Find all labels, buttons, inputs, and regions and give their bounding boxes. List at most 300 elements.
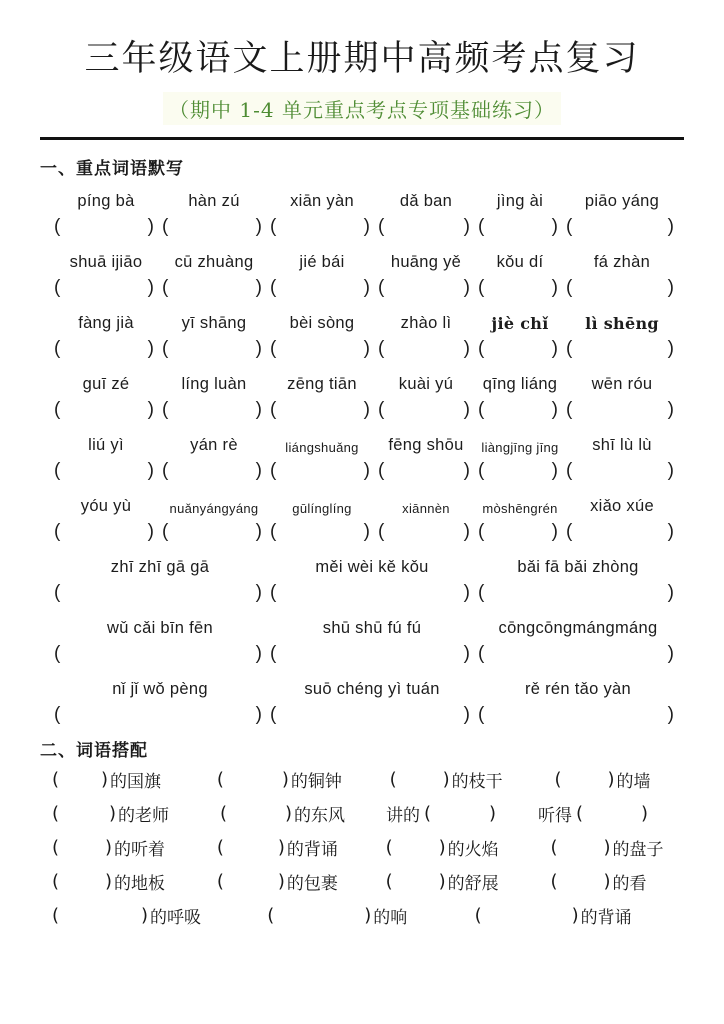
paren-close: ) bbox=[438, 837, 446, 859]
paren-close: ) bbox=[667, 520, 674, 542]
answer-blank[interactable] bbox=[158, 461, 266, 480]
collocation-blank[interactable] bbox=[217, 837, 285, 858]
collocation-item bbox=[390, 767, 555, 792]
pinyin-cell: měi wèi kě kǒu bbox=[315, 557, 429, 576]
paren-open: ( bbox=[52, 769, 60, 791]
paren-open: ( bbox=[162, 337, 169, 359]
paren-close: ) bbox=[255, 398, 262, 420]
collocation-word: 的响 bbox=[373, 908, 408, 929]
collocation-word: 的老师 bbox=[118, 806, 169, 827]
collocation-row bbox=[40, 831, 684, 865]
paren-open: ( bbox=[478, 337, 485, 359]
answer-blank[interactable] bbox=[266, 400, 374, 419]
answer-blank[interactable] bbox=[474, 400, 562, 419]
answer-blank-row bbox=[40, 455, 684, 486]
collocation-blank[interactable] bbox=[52, 803, 116, 824]
pinyin-row bbox=[40, 486, 684, 516]
collocation-word: 听得 bbox=[538, 806, 572, 827]
paren-close: ) bbox=[667, 642, 674, 664]
paren-close: ) bbox=[255, 703, 262, 725]
paren-close: ) bbox=[147, 337, 154, 359]
collocation-blank[interactable] bbox=[551, 871, 611, 892]
collocation-item bbox=[52, 767, 217, 792]
paren-open: ( bbox=[554, 769, 562, 791]
paren-open: ( bbox=[162, 459, 169, 481]
collocation-word: 的地板 bbox=[114, 874, 165, 895]
header-divider bbox=[40, 137, 684, 140]
answer-blank[interactable] bbox=[158, 278, 266, 297]
pinyin-cell: qīng liáng bbox=[482, 374, 558, 393]
paren-close: ) bbox=[463, 520, 470, 542]
paren-close: ) bbox=[463, 398, 470, 420]
page-subtitle: （期中 1-4 单元重点考点专项基础练习） bbox=[163, 92, 561, 125]
pinyin-cell: rě rén tǎo yàn bbox=[524, 679, 631, 698]
answer-blank[interactable] bbox=[374, 217, 474, 236]
pinyin-cell: gūlínglíng bbox=[292, 500, 352, 516]
collocation-word: 的铜钟 bbox=[290, 772, 342, 793]
answer-blank[interactable] bbox=[50, 217, 158, 236]
pinyin-cell: xiān yàn bbox=[290, 191, 354, 210]
answer-blank[interactable] bbox=[50, 339, 158, 358]
paren-open: ( bbox=[478, 703, 485, 725]
paren-open: ( bbox=[566, 459, 573, 481]
paren-open: ( bbox=[216, 871, 224, 893]
pinyin-cell: suō chéng yì tuán bbox=[304, 679, 440, 698]
answer-blank-row bbox=[40, 516, 684, 547]
pinyin-cell: shū shū fú fú bbox=[322, 618, 422, 637]
collocation-row bbox=[40, 899, 684, 933]
paren-open: ( bbox=[52, 905, 60, 927]
paren-open: ( bbox=[566, 398, 573, 420]
collocation-item bbox=[551, 869, 684, 894]
paren-open: ( bbox=[54, 642, 61, 664]
collocation-word: 的火焰 bbox=[447, 840, 499, 861]
paren-open: ( bbox=[54, 703, 61, 725]
collocation-blank[interactable] bbox=[220, 803, 292, 824]
collocation-item bbox=[217, 767, 390, 792]
paren-open: ( bbox=[270, 276, 277, 298]
answer-blank[interactable] bbox=[50, 461, 158, 480]
paren-close: ) bbox=[667, 398, 674, 420]
paren-open: ( bbox=[54, 215, 61, 237]
pinyin-cell: shuā ijiāo bbox=[69, 252, 143, 271]
paren-close: ) bbox=[100, 769, 108, 791]
paren-open: ( bbox=[566, 520, 573, 542]
pinyin-row bbox=[40, 364, 684, 394]
answer-blank[interactable] bbox=[374, 278, 474, 297]
collocation-item bbox=[217, 835, 386, 860]
collocation-word: 的背诵 bbox=[286, 840, 338, 861]
pinyin-row bbox=[40, 242, 684, 272]
answer-blank[interactable] bbox=[474, 461, 562, 480]
paren-close: ) bbox=[108, 803, 116, 825]
paren-open: ( bbox=[162, 520, 169, 542]
paren-close: ) bbox=[255, 215, 262, 237]
pinyin-row bbox=[40, 303, 684, 333]
collocation-word: 的盘子 bbox=[612, 840, 664, 861]
paren-open: ( bbox=[478, 398, 485, 420]
collocation-blank[interactable] bbox=[386, 837, 446, 858]
answer-blank[interactable] bbox=[474, 339, 562, 358]
paren-open: ( bbox=[378, 276, 385, 298]
paren-open: ( bbox=[478, 642, 485, 664]
paren-open: ( bbox=[162, 276, 169, 298]
paren-open: ( bbox=[162, 398, 169, 420]
paren-close: ) bbox=[640, 803, 648, 825]
collocation-blank[interactable] bbox=[576, 803, 648, 824]
paren-close: ) bbox=[442, 769, 450, 791]
pinyin-cell: kuài yú bbox=[398, 374, 454, 393]
paren-open: ( bbox=[270, 337, 277, 359]
answer-blank[interactable] bbox=[474, 583, 678, 602]
paren-open: ( bbox=[270, 520, 277, 542]
collocation-word: 的包裹 bbox=[286, 874, 338, 895]
collocation-row bbox=[40, 865, 684, 899]
pinyin-cell: nǐ jǐ wǒ pèng bbox=[112, 679, 208, 698]
pinyin-cell: cū zhuàng bbox=[174, 252, 254, 271]
paren-open: ( bbox=[270, 459, 277, 481]
paren-close: ) bbox=[363, 398, 370, 420]
paren-open: ( bbox=[54, 581, 61, 603]
answer-blank[interactable] bbox=[50, 400, 158, 419]
paren-open: ( bbox=[54, 398, 61, 420]
collocation-item bbox=[220, 801, 384, 826]
answer-blank-row bbox=[40, 699, 684, 730]
pinyin-row bbox=[40, 608, 684, 638]
paren-close: ) bbox=[363, 337, 370, 359]
pinyin-cell: píng bà bbox=[77, 191, 135, 210]
collocation-item bbox=[52, 869, 217, 894]
paren-close: ) bbox=[104, 871, 112, 893]
paren-close: ) bbox=[147, 215, 154, 237]
pinyin-row bbox=[40, 425, 684, 455]
pinyin-cell: liú yì bbox=[88, 435, 124, 454]
answer-blank[interactable] bbox=[50, 644, 266, 663]
paren-open: ( bbox=[478, 276, 485, 298]
paren-open: ( bbox=[576, 803, 584, 825]
pinyin-cell: bǎi fā bǎi zhòng bbox=[517, 557, 639, 576]
collocation-item bbox=[52, 835, 217, 860]
answer-blank[interactable] bbox=[374, 461, 474, 480]
paren-close: ) bbox=[255, 581, 262, 603]
paren-close: ) bbox=[607, 769, 615, 791]
paren-close: ) bbox=[364, 905, 372, 927]
answer-blank[interactable] bbox=[50, 583, 266, 602]
answer-blank[interactable] bbox=[474, 217, 562, 236]
paren-close: ) bbox=[488, 803, 496, 825]
collocation-word: 的枝干 bbox=[451, 772, 503, 793]
answer-blank[interactable] bbox=[374, 339, 474, 358]
paren-open: ( bbox=[220, 803, 228, 825]
collocation-blank[interactable] bbox=[386, 871, 446, 892]
paren-open: ( bbox=[270, 398, 277, 420]
collocation-blank[interactable] bbox=[424, 803, 496, 824]
paren-close: ) bbox=[255, 520, 262, 542]
paren-close: ) bbox=[284, 803, 292, 825]
paren-open: ( bbox=[378, 337, 385, 359]
answer-blank[interactable] bbox=[474, 278, 562, 297]
paren-close: ) bbox=[438, 871, 446, 893]
answer-blank[interactable] bbox=[266, 461, 374, 480]
paren-close: ) bbox=[277, 871, 285, 893]
paren-close: ) bbox=[667, 581, 674, 603]
paren-close: ) bbox=[551, 520, 558, 542]
answer-blank[interactable] bbox=[266, 278, 374, 297]
section-heading-1: 一、重点词语默写 bbox=[40, 158, 184, 179]
answer-blank[interactable] bbox=[562, 278, 678, 297]
pinyin-cell: shī lù lù bbox=[592, 435, 652, 454]
answer-blank[interactable] bbox=[266, 583, 474, 602]
collocation-item bbox=[217, 869, 386, 894]
collocation-block bbox=[40, 763, 684, 933]
pinyin-cell: fá zhàn bbox=[593, 252, 651, 271]
answer-blank-row bbox=[40, 394, 684, 425]
paren-close: ) bbox=[603, 871, 611, 893]
collocation-blank[interactable] bbox=[52, 905, 148, 926]
collocation-item bbox=[384, 801, 536, 826]
paren-close: ) bbox=[363, 276, 370, 298]
collocation-word: 的看 bbox=[612, 874, 647, 895]
pinyin-cell: jìng ài bbox=[496, 191, 544, 210]
answer-blank[interactable] bbox=[266, 522, 374, 541]
pinyin-cell: yī shāng bbox=[181, 313, 247, 332]
paren-close: ) bbox=[667, 215, 674, 237]
pinyin-cell: mòshēngrén bbox=[482, 500, 558, 516]
answer-blank[interactable] bbox=[158, 339, 266, 358]
answer-blank[interactable] bbox=[158, 522, 266, 541]
pinyin-cell: hàn zú bbox=[188, 191, 240, 210]
paren-close: ) bbox=[463, 459, 470, 481]
answer-blank[interactable] bbox=[374, 522, 474, 541]
answer-blank[interactable] bbox=[266, 339, 374, 358]
pinyin-cell: líng luàn bbox=[181, 374, 247, 393]
pinyin-cell: nuǎnyángyáng bbox=[169, 500, 259, 516]
paren-close: ) bbox=[104, 837, 112, 859]
collocation-blank[interactable] bbox=[52, 837, 112, 858]
pinyin-cell: cōngcōngmángmáng bbox=[498, 618, 658, 637]
collocation-row bbox=[40, 763, 684, 797]
collocation-word: 的呼吸 bbox=[150, 908, 201, 929]
paren-open: ( bbox=[52, 803, 60, 825]
paren-close: ) bbox=[667, 337, 674, 359]
paren-open: ( bbox=[216, 769, 224, 791]
paren-close: ) bbox=[277, 837, 285, 859]
collocation-blank[interactable] bbox=[52, 769, 108, 790]
paren-close: ) bbox=[551, 276, 558, 298]
pinyin-cell: yóu yù bbox=[80, 496, 132, 515]
collocation-item bbox=[52, 903, 267, 928]
paren-open: ( bbox=[270, 581, 277, 603]
answer-blank[interactable] bbox=[266, 217, 374, 236]
pinyin-cell: zhào lì bbox=[400, 313, 452, 332]
collocation-blank[interactable] bbox=[217, 769, 289, 790]
paren-close: ) bbox=[147, 276, 154, 298]
paren-open: ( bbox=[566, 215, 573, 237]
paren-open: ( bbox=[566, 276, 573, 298]
paren-close: ) bbox=[255, 276, 262, 298]
pinyin-row bbox=[40, 181, 684, 211]
paren-close: ) bbox=[147, 398, 154, 420]
collocation-word: 的听着 bbox=[114, 840, 165, 861]
answer-blank[interactable] bbox=[474, 522, 562, 541]
paren-close: ) bbox=[551, 459, 558, 481]
section-heading-2: 二、词语搭配 bbox=[40, 740, 148, 761]
page-title: 三年级语文上册期中高频考点复习 bbox=[84, 39, 640, 79]
paren-open: ( bbox=[52, 871, 60, 893]
paren-open: ( bbox=[550, 871, 558, 893]
paren-close: ) bbox=[363, 459, 370, 481]
collocation-word: 的墙 bbox=[616, 772, 651, 793]
paren-open: ( bbox=[54, 520, 61, 542]
paren-open: ( bbox=[385, 837, 393, 859]
paren-open: ( bbox=[270, 215, 277, 237]
paren-open: ( bbox=[54, 459, 61, 481]
paren-open: ( bbox=[478, 459, 485, 481]
pinyin-cell: zhī zhī gā gā bbox=[110, 557, 210, 576]
collocation-item bbox=[551, 835, 684, 860]
paren-open: ( bbox=[474, 905, 482, 927]
answer-blank[interactable] bbox=[562, 461, 678, 480]
pinyin-cell: xiǎo xúe bbox=[590, 496, 654, 515]
paren-open: ( bbox=[378, 215, 385, 237]
paren-close: ) bbox=[363, 520, 370, 542]
paren-close: ) bbox=[147, 459, 154, 481]
paren-close: ) bbox=[363, 215, 370, 237]
paren-open: ( bbox=[566, 337, 573, 359]
paren-open: ( bbox=[267, 905, 275, 927]
pinyin-cell: jié bái bbox=[299, 252, 345, 271]
pinyin-cell: zēng tiān bbox=[287, 374, 357, 393]
collocation-blank[interactable] bbox=[217, 871, 285, 892]
collocation-item bbox=[475, 903, 684, 928]
answer-blank-row bbox=[40, 638, 684, 669]
answer-blank[interactable] bbox=[158, 400, 266, 419]
paren-close: ) bbox=[463, 337, 470, 359]
answer-blank[interactable] bbox=[266, 705, 474, 724]
paren-open: ( bbox=[550, 837, 558, 859]
answer-blank[interactable] bbox=[50, 705, 266, 724]
paren-open: ( bbox=[478, 520, 485, 542]
dictation-block bbox=[40, 181, 684, 730]
paren-close: ) bbox=[140, 905, 148, 927]
collocation-item bbox=[536, 801, 680, 826]
paren-open: ( bbox=[378, 459, 385, 481]
paren-close: ) bbox=[463, 215, 470, 237]
paren-close: ) bbox=[667, 459, 674, 481]
pinyin-row bbox=[40, 547, 684, 577]
collocation-blank[interactable] bbox=[554, 769, 614, 790]
pinyin-row bbox=[40, 669, 684, 699]
answer-blank-row bbox=[40, 333, 684, 364]
collocation-item bbox=[267, 903, 474, 928]
answer-blank[interactable] bbox=[562, 400, 678, 419]
answer-blank[interactable] bbox=[562, 217, 678, 236]
paren-close: ) bbox=[551, 337, 558, 359]
pinyin-cell: wǔ cǎi bīn fēn bbox=[106, 618, 213, 637]
answer-blank[interactable] bbox=[474, 644, 678, 663]
pinyin-cell: liàngjīng jīng bbox=[481, 439, 559, 455]
paren-open: ( bbox=[270, 642, 277, 664]
answer-blank[interactable] bbox=[474, 705, 678, 724]
paren-open: ( bbox=[54, 337, 61, 359]
paren-open: ( bbox=[270, 703, 277, 725]
pinyin-cell: fàng jià bbox=[78, 313, 134, 332]
pinyin-cell: piāo yáng bbox=[584, 191, 660, 210]
collocation-blank[interactable] bbox=[551, 837, 611, 858]
answer-blank[interactable] bbox=[562, 522, 678, 541]
paren-close: ) bbox=[667, 703, 674, 725]
pinyin-cell: liángshuǎng bbox=[285, 439, 359, 455]
header-block bbox=[40, 0, 684, 140]
collocation-item bbox=[52, 801, 220, 826]
paren-close: ) bbox=[463, 276, 470, 298]
paren-close: ) bbox=[603, 837, 611, 859]
pinyin-cell: huāng yě bbox=[390, 252, 462, 271]
pinyin-cell: kǒu dí bbox=[496, 252, 544, 271]
pinyin-cell: wēn róu bbox=[591, 374, 653, 393]
paren-close: ) bbox=[463, 703, 470, 725]
collocation-blank[interactable] bbox=[267, 905, 371, 926]
answer-blank-row bbox=[40, 272, 684, 303]
pinyin-cell: bèi sòng bbox=[289, 313, 355, 332]
paren-open: ( bbox=[162, 215, 169, 237]
collocation-word: 的舒展 bbox=[447, 874, 499, 895]
paren-close: ) bbox=[463, 581, 470, 603]
paren-open: ( bbox=[54, 276, 61, 298]
paren-open: ( bbox=[52, 837, 60, 859]
collocation-item bbox=[386, 835, 551, 860]
pinyin-cell: fēng shōu bbox=[388, 435, 464, 454]
collocation-blank[interactable] bbox=[475, 905, 579, 926]
collocation-blank[interactable] bbox=[52, 871, 112, 892]
paren-close: ) bbox=[255, 642, 262, 664]
paren-open: ( bbox=[424, 803, 432, 825]
paren-open: ( bbox=[478, 215, 485, 237]
answer-blank[interactable] bbox=[374, 400, 474, 419]
answer-blank[interactable] bbox=[158, 217, 266, 236]
paren-open: ( bbox=[389, 769, 397, 791]
answer-blank-row bbox=[40, 211, 684, 242]
answer-blank[interactable] bbox=[50, 522, 158, 541]
answer-blank[interactable] bbox=[562, 339, 678, 358]
paren-close: ) bbox=[551, 215, 558, 237]
collocation-blank[interactable] bbox=[390, 769, 450, 790]
pinyin-cell: dǎ ban bbox=[399, 191, 453, 210]
pinyin-cell: lì shēng bbox=[585, 313, 659, 333]
collocation-item bbox=[386, 869, 551, 894]
paren-open: ( bbox=[385, 871, 393, 893]
paren-close: ) bbox=[281, 769, 289, 791]
paren-close: ) bbox=[463, 642, 470, 664]
paren-close: ) bbox=[667, 276, 674, 298]
collocation-word: 的东风 bbox=[294, 806, 345, 827]
collocation-item bbox=[554, 767, 684, 792]
paren-open: ( bbox=[378, 520, 385, 542]
paren-open: ( bbox=[378, 398, 385, 420]
paren-open: ( bbox=[478, 581, 485, 603]
paren-close: ) bbox=[255, 459, 262, 481]
pinyin-cell: jiè chǐ bbox=[491, 313, 549, 333]
subtitle-wrap bbox=[40, 92, 684, 125]
paren-close: ) bbox=[147, 520, 154, 542]
paren-open: ( bbox=[216, 837, 224, 859]
paren-close: ) bbox=[551, 398, 558, 420]
answer-blank[interactable] bbox=[50, 278, 158, 297]
answer-blank[interactable] bbox=[266, 644, 474, 663]
collocation-word: 的背诵 bbox=[580, 908, 632, 929]
collocation-row bbox=[40, 797, 684, 831]
answer-blank-row bbox=[40, 577, 684, 608]
